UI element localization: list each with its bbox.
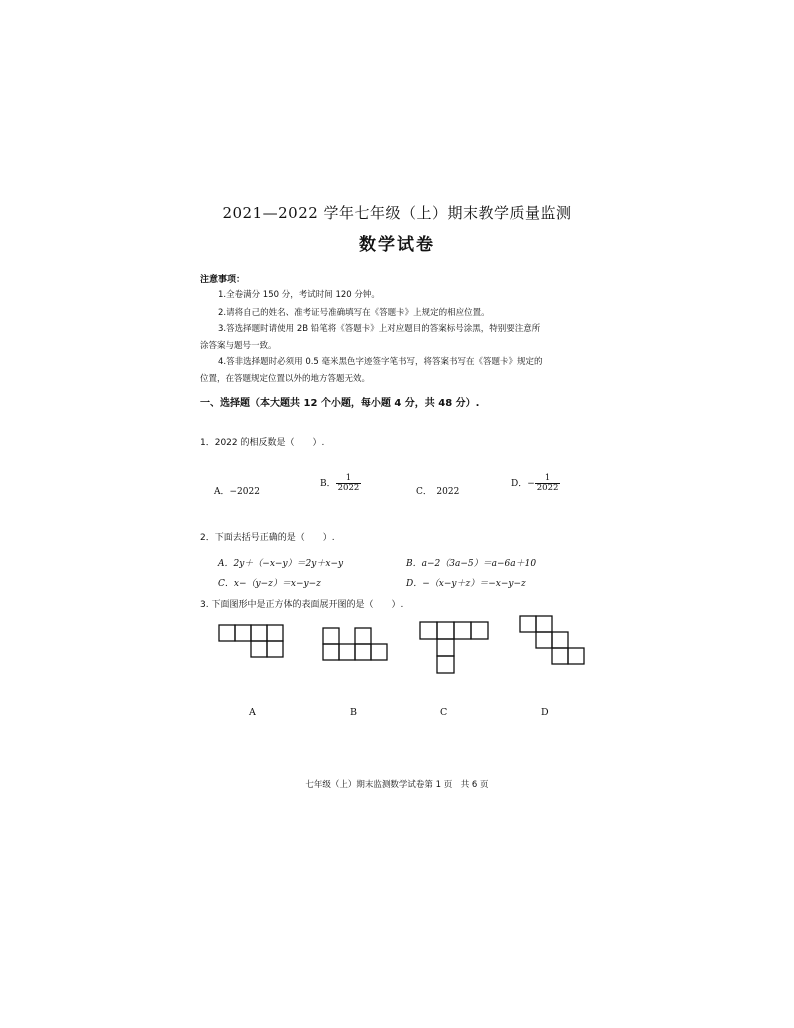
page-footer: 七年级（上）期末监测数学试卷第 1 页 共 6 页 — [305, 780, 489, 790]
q1-option-b-fraction — [336, 474, 362, 493]
exam-title: 2021—2022 学年七年级（上）期末教学质量监测 — [222, 204, 572, 222]
q2-option-d: D．−（x−y＋z）＝−x−y−z — [406, 579, 526, 589]
notes-heading: 注意事项： — [200, 275, 246, 285]
net-figure-a — [218, 624, 288, 660]
q1-option-c: C． 2022 — [416, 487, 460, 497]
figure-label-b: B — [350, 707, 357, 718]
net-figure-c — [419, 621, 493, 677]
q2-option-a: A．2y＋（−x−y）＝2y＋x−y — [218, 559, 344, 569]
note-item: 3.答选择题时请使用 2B 铅笔将《答题卡》上对应题目的答案标号涂黑，特别要注意所 — [218, 324, 541, 334]
question-3-stem: 3. 下面图形中是正方体的表面展开图的是（ ）. — [200, 600, 404, 610]
q2-option-c: C．x−（y−z）＝x−y−z — [218, 579, 321, 589]
q1-option-b — [320, 474, 361, 493]
q1-option-a: A．−2022 — [214, 487, 260, 497]
q1-option-d-fraction — [535, 474, 561, 493]
note-item: 涂答案与题号一致。 — [200, 341, 277, 351]
figure-label-c: C — [440, 707, 448, 718]
question-2-stem: 2．下面去括号正确的是（ ）. — [200, 533, 335, 543]
figure-label-d: D — [541, 707, 549, 718]
net-figure-b — [322, 627, 392, 663]
q2-option-b: B．a−2（3a−5）＝a−6a＋10 — [406, 559, 537, 569]
net-figure-d — [519, 615, 591, 671]
note-item: 2.请将自己的姓名、准考证号准确填写在《答题卡》上规定的相应位置。 — [218, 308, 490, 318]
note-item: 4.答非选择题时必须用 0.5 毫米黑色字迹签字笔书写，将答案书写在《答题卡》规定的 — [218, 357, 543, 367]
fraction-numerator: 1 — [535, 474, 561, 484]
q1-option-b-label: B． — [320, 478, 336, 489]
fraction-denominator: 2022 — [536, 482, 559, 493]
question-1-stem: 1．2022 的相反数是（ ）. — [200, 438, 325, 448]
note-item: 1.全卷满分 150 分，考试时间 120 分钟。 — [218, 290, 380, 300]
section-heading: 一、选择题（本大题共 12 个小题，每小题 4 分，共 48 分）. — [200, 398, 480, 409]
fraction-denominator: 2022 — [337, 482, 360, 493]
figure-label-a: A — [249, 707, 256, 718]
q1-option-d — [511, 474, 560, 493]
exam-subtitle: 数学试卷 — [359, 235, 435, 255]
fraction-numerator: 1 — [336, 474, 362, 484]
q1-option-d-label: D．− — [511, 478, 535, 489]
note-item: 位置，在答题规定位置以外的地方答题无效。 — [200, 374, 371, 384]
